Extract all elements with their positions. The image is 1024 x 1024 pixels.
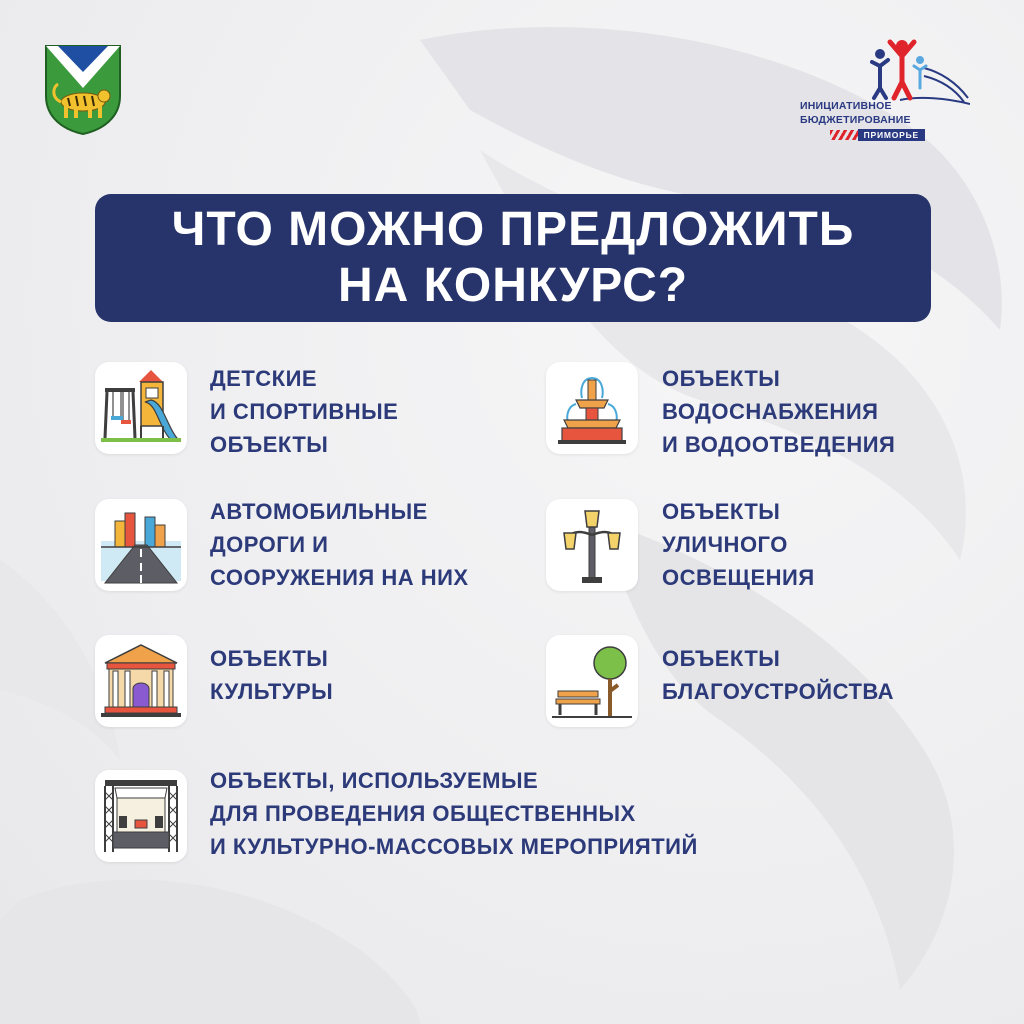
item-label-theater: [210, 642, 333, 708]
event-stage-icon: [101, 776, 181, 856]
item-label-line: ДЕТСКИЕ: [210, 366, 318, 391]
initiative-budgeting-figures-icon: [860, 38, 970, 108]
item-label-line: ВОДОСНАБЖЕНИЯ: [662, 399, 879, 424]
item-label-stage: [210, 764, 698, 863]
item-label-line: АВТОМОБИЛЬНЫЕ: [210, 499, 428, 524]
street-lamp-icon: [552, 505, 632, 585]
brand-line-2: БЮДЖЕТИРОВАНИЕ: [800, 114, 911, 126]
item-label-line: ОБЪЕКТЫ, ИСПОЛЬЗУЕМЫЕ: [210, 768, 539, 793]
item-card-stage: [95, 770, 187, 862]
road-city-icon: [101, 505, 181, 585]
title-line-2: НА КОНКУРС?: [337, 259, 689, 312]
item-label-fountain: [662, 362, 895, 461]
item-label-line: И СПОРТИВНЫЕ: [210, 399, 399, 424]
park-bench-tree-icon: [552, 641, 632, 721]
item-label-line: ОБЪЕКТЫ: [662, 366, 781, 391]
theater-building-icon: [101, 641, 181, 721]
item-label-playground: [210, 362, 398, 461]
item-card-theater: [95, 635, 187, 727]
item-label-line: ОСВЕЩЕНИЯ: [662, 565, 815, 590]
item-label-park: [662, 642, 894, 708]
item-card-road: [95, 499, 187, 591]
primorye-coat-of-arms-icon: [44, 44, 122, 136]
item-label-line: СООРУЖЕНИЯ НА НИХ: [210, 565, 469, 590]
item-card-fountain: [546, 362, 638, 454]
brand-sub-label: ПРИМОРЬЕ: [858, 129, 925, 141]
item-card-park: [546, 635, 638, 727]
item-label-line: ДЛЯ ПРОВЕДЕНИЯ ОБЩЕСТВЕННЫХ: [210, 801, 636, 826]
item-label-line: ОБЪЕКТЫ: [210, 646, 329, 671]
item-card-street-lamp: [546, 499, 638, 591]
title-line-1: ЧТО МОЖНО ПРЕДЛОЖИТЬ: [171, 203, 855, 256]
item-label-street-lamp: [662, 495, 815, 594]
item-label-line: КУЛЬТУРЫ: [210, 679, 334, 704]
item-label-line: БЛАГОУСТРОЙСТВА: [662, 679, 895, 704]
item-label-line: И ВОДООТВЕДЕНИЯ: [662, 432, 896, 457]
brand-line-1: ИНИЦИАТИВНОЕ: [800, 100, 892, 112]
initiative-budgeting-logo: [800, 38, 970, 148]
item-label-road: [210, 495, 469, 594]
brand-stripes: [830, 130, 858, 140]
item-card-playground: [95, 362, 187, 454]
fountain-icon: [552, 368, 632, 448]
title-banner: [95, 194, 931, 322]
item-label-line: ОБЪЕКТЫ: [662, 646, 781, 671]
item-label-line: ОБЪЕКТЫ: [662, 499, 781, 524]
brand-sub: [830, 128, 925, 141]
item-label-line: ОБЪЕКТЫ: [210, 432, 329, 457]
item-label-line: ДОРОГИ И: [210, 532, 329, 557]
item-label-line: И КУЛЬТУРНО-МАССОВЫХ МЕРОПРИЯТИЙ: [210, 834, 698, 859]
item-label-line: УЛИЧНОГО: [662, 532, 788, 557]
playground-icon: [101, 368, 181, 448]
